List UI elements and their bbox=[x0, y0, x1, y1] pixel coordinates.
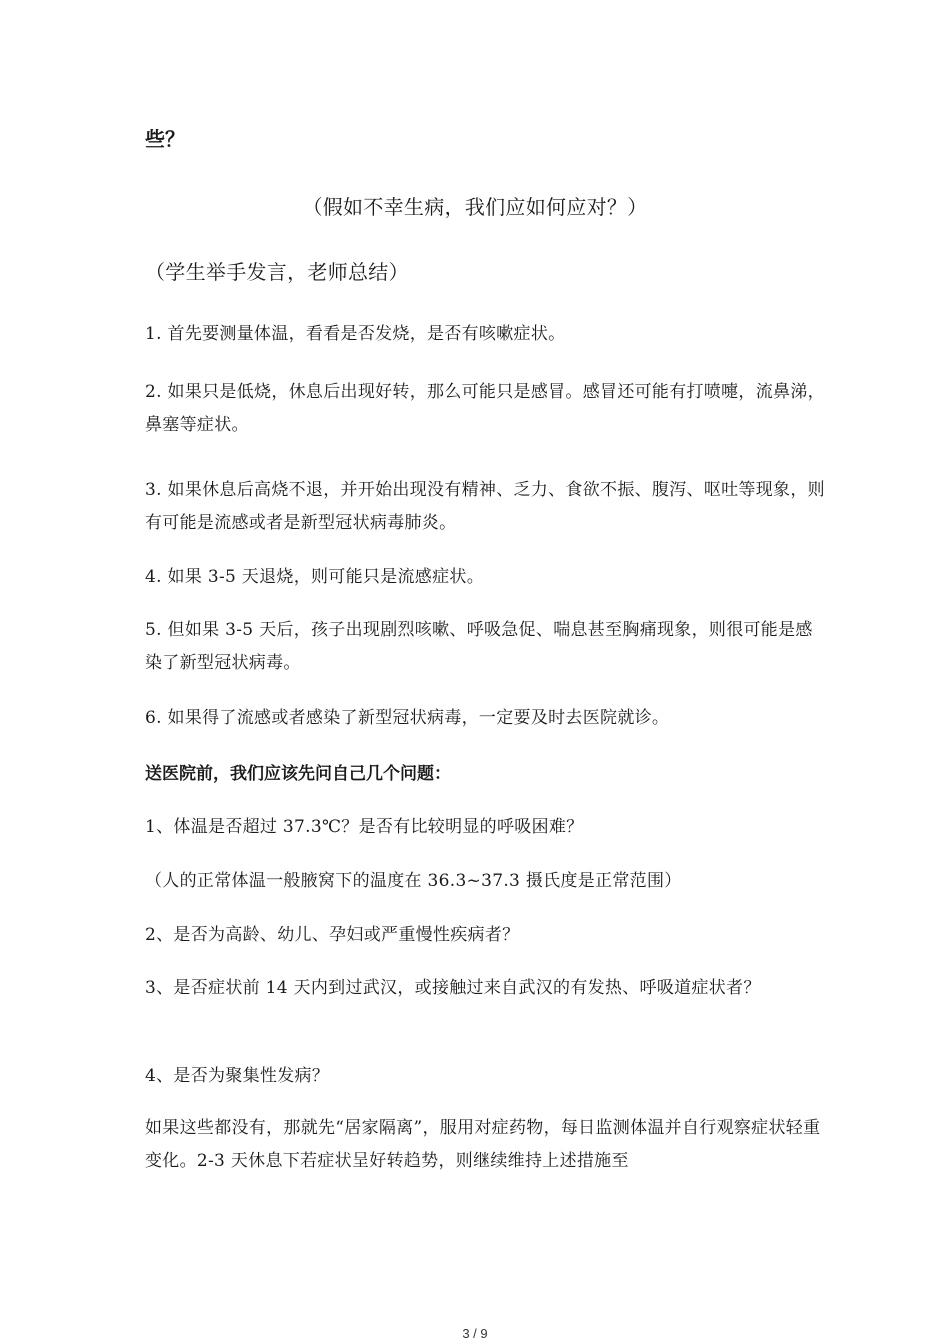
step-1: 1. 首先要测量体温，看看是否发烧，是否有咳嗽症状。 bbox=[145, 324, 566, 344]
question-3: 3、是否症状前 14 天内到过武汉，或接触过来自武汉的有发热、呼吸道症状者？ bbox=[145, 978, 761, 998]
question-heading: （假如不幸生病，我们应如何应对？） bbox=[302, 195, 648, 219]
question-1: 1、体温是否超过 37.3℃？是否有比较明显的呼吸困难？ bbox=[145, 817, 584, 837]
question-2: 2、是否为高龄、幼儿、孕妇或严重慢性疾病者？ bbox=[145, 925, 520, 945]
step-6: 6. 如果得了流感或者感染了新型冠状病毒，一定要及时去医院就诊。 bbox=[145, 708, 670, 728]
step-5: 5. 但如果 3-5 天后，孩子出现剧烈咳嗽、呼吸急促、喘息甚至胸痛现象，则很可能是感染了新型冠状病毒。 bbox=[145, 620, 813, 673]
question-4: 4、是否为聚集性发病？ bbox=[145, 1066, 330, 1086]
conclusion-paragraph: 如果这些都没有，那就先“居家隔离”，服用对症药物，每日监测体温并自行观察症状轻重变化。2-3 天休息下若症状呈好转趋势，则继续维持上述措施至 bbox=[145, 1118, 821, 1171]
step-4: 4. 如果 3-5 天退烧，则可能只是流感症状。 bbox=[145, 567, 485, 587]
student-note: （学生举手发言，老师总结） bbox=[145, 260, 409, 284]
page-heading: 些？ bbox=[145, 127, 185, 151]
step-2: 2. 如果只是低烧，休息后出现好转，那么可能只是感冒。感冒还可能有打喷嚏，流鼻涕，鼻塞等症状。 bbox=[145, 382, 825, 435]
hospital-heading: 送医院前，我们应该先问自己几个问题： bbox=[145, 764, 451, 784]
question-1-note: （人的正常体温一般腋窝下的温度在 36.3~37.3 摄氏度是正常范围） bbox=[145, 871, 682, 891]
page-number: 3 / 9 bbox=[462, 1326, 488, 1341]
step-3: 3. 如果休息后高烧不退，并开始出现没有精神、乏力、食欲不振、腹泻、呕吐等现象，则有可能是流感或者是新型冠状病毒肺炎。 bbox=[145, 480, 825, 533]
